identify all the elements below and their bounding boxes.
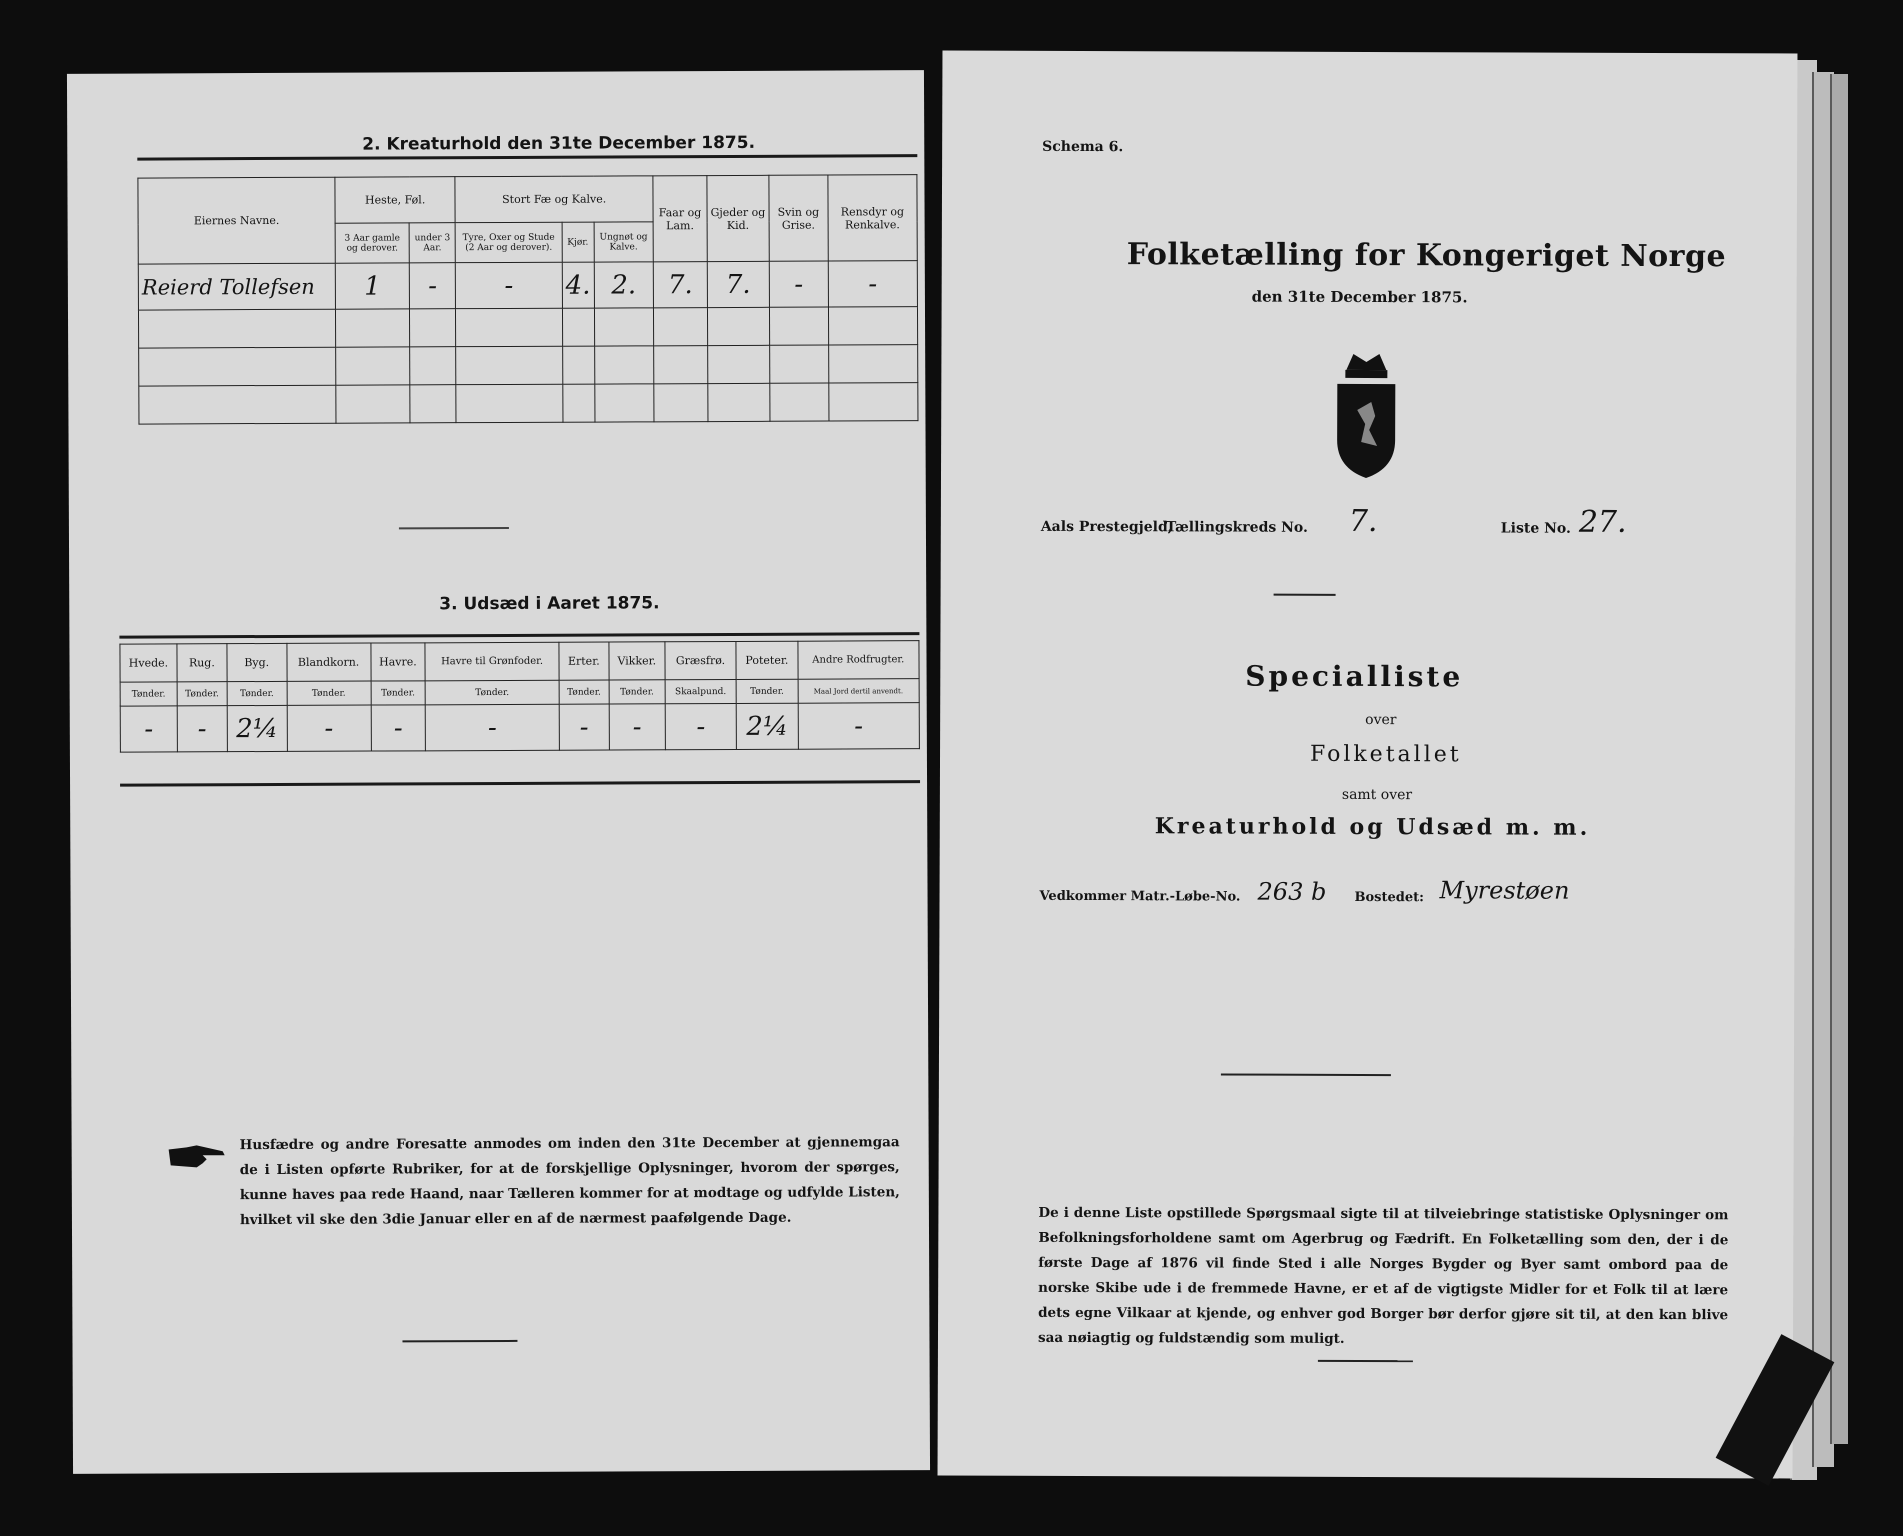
schema-label: Schema 6. — [1042, 138, 1124, 156]
col-horses: Heste, Føl. — [335, 177, 455, 224]
section2-title: 2. Kreaturhold den 31te December 1875. — [362, 132, 756, 155]
page-subtitle: den 31te December 1875. — [1251, 287, 1468, 307]
seed-unit: Maal Jord dertil anvendt. — [798, 679, 920, 704]
seed-value: 2¼ — [227, 705, 287, 751]
seed-col-1: Hvede. — [120, 644, 177, 682]
seed-col-3: Byg. — [227, 643, 287, 681]
seed-unit: Tønder. — [287, 681, 371, 705]
page-stack-edge — [1830, 74, 1848, 1444]
seed-col-7: Erter. — [559, 642, 609, 680]
seed-col-11: Andre Rodfrugter. — [797, 641, 919, 680]
page-title: Folketælling for Kongeriget Norge — [1126, 237, 1727, 275]
col-sheep: Faar og Lam. — [653, 176, 707, 262]
seed-table — [119, 640, 919, 752]
seed-unit: Tønder. — [609, 680, 665, 704]
prestegjeld-label: Aals Prestegjeld, — [1040, 518, 1173, 536]
bosted-label: Bostedet: — [1354, 889, 1424, 906]
col-cattle-c: Ungnøt og Kalve. — [594, 222, 654, 262]
samt-over-text: samt over — [1341, 786, 1413, 804]
specialliste-heading: Specialliste — [1245, 659, 1464, 694]
seed-value: - — [665, 703, 737, 749]
seed-row — [120, 703, 919, 752]
col-owner: Eiernes Navne. — [138, 177, 335, 264]
seed-unit: Tønder. — [371, 681, 426, 705]
seed-col-2: Rug. — [177, 644, 227, 682]
value-goats: 7. — [707, 261, 769, 307]
owner-name: Reierd Tollefsen — [138, 263, 335, 310]
coat-of-arms-icon — [1331, 350, 1401, 480]
right-page — [938, 51, 1798, 1479]
section3-title: 3. Udsæd i Aaret 1875. — [439, 593, 660, 615]
matr-value: 263 b — [1257, 877, 1327, 906]
seed-unit: Tønder. — [736, 679, 797, 703]
seed-value: - — [120, 706, 177, 752]
rule — [137, 154, 917, 160]
livestock-table — [137, 174, 918, 424]
seed-value: - — [425, 704, 559, 751]
value-cattle-b: 4. — [562, 262, 594, 308]
seed-unit: Skaalpund. — [665, 679, 736, 703]
divider — [1274, 594, 1336, 596]
rule — [120, 780, 920, 786]
col-cattle-a: Tyre, Oxer og Stude (2 Aar og derover). — [455, 222, 562, 262]
col-horses-a: 3 Aar gamle og derover. — [335, 223, 409, 263]
seed-col-8: Vikker. — [609, 642, 665, 680]
seed-col-5: Havre. — [370, 643, 425, 681]
left-notice: Husfædre og andre Foresatte anmodes om inden den 31te December at gjennemgaa de i Listen opførte Rubriker, for at de forskjellige Oplysninger, hvorom der spørges, kunne haves paa rede Haand, naar Tælleren kommer for at modtage og udfylde Listen, hvilket vil ske den 3die Januar eller en af de nærmest paafølgende Dage. — [239, 1134, 900, 1229]
divider — [1221, 1073, 1391, 1076]
col-reindeer: Rensdyr og Renkalve. — [828, 175, 918, 261]
pointing-hand-icon — [167, 1143, 227, 1169]
rule — [119, 632, 919, 638]
seed-value: - — [287, 705, 371, 751]
col-cattle-b: Kjør. — [562, 222, 594, 262]
value-pigs: - — [769, 261, 828, 307]
seed-col-10: Poteter. — [736, 641, 797, 679]
left-page — [67, 70, 930, 1474]
seed-value: - — [798, 703, 920, 750]
col-pigs: Svin og Grise. — [769, 175, 828, 261]
value-sheep: 7. — [653, 262, 707, 308]
seed-unit: Tønder. — [227, 681, 287, 705]
folketallet-heading: Folketallet — [1309, 741, 1462, 768]
seed-col-6: Havre til Grønfoder. — [425, 642, 559, 681]
seed-value: - — [609, 704, 665, 750]
value-reindeer: - — [828, 261, 918, 307]
seed-unit: Tønder. — [120, 682, 177, 706]
value-horses-a: 1 — [335, 263, 409, 309]
value-horses-b: - — [409, 263, 455, 309]
seed-unit: Tønder. — [177, 682, 227, 706]
seed-value: 2¼ — [736, 703, 798, 749]
seed-unit: Tønder. — [425, 680, 559, 705]
seed-value: - — [371, 705, 426, 751]
over-text: over — [1365, 711, 1397, 729]
liste-label: Liste No. — [1500, 520, 1571, 537]
value-cattle-c: 2. — [594, 262, 654, 308]
liste-value: 27. — [1578, 504, 1627, 540]
bosted-value: Myrestøen — [1439, 876, 1570, 905]
seed-col-9: Græsfrø. — [665, 641, 737, 679]
seed-col-4: Blandkorn. — [287, 643, 371, 681]
col-goats: Gjeder og Kid. — [707, 175, 770, 261]
livestock-row — [138, 261, 917, 310]
seed-value: - — [559, 704, 609, 750]
col-horses-b: under 3 Aar. — [409, 223, 455, 263]
right-notice: De i denne Liste opstillede Spørgsmaal sigte til at tilveiebringe statistiske Oplysninger om Befolkningsforholdene samt om Agerbrug og Fædrift. En Folketælling som den, der i de første Dage af 1876 vil finde Sted i alle Norges Bygder og Byer samt ombord paa de norske Skibe ude i de fremmede Havne, er et af de vigtigste Midler for et Folk til at lære dets egne Vilkaar at kjende, og enhver god Borger bør derfor gjøre sit til, at den kan blive saa nøiagtig og fuldstændig som muligt. — [1037, 1204, 1729, 1347]
value-cattle-a: - — [456, 262, 563, 308]
divider — [1318, 1360, 1413, 1362]
divider — [402, 1340, 517, 1343]
col-cattle: Stort Fæ og Kalve. — [455, 176, 653, 223]
krets-label: Tællingskreds No. — [1165, 519, 1308, 536]
seed-value: - — [177, 706, 227, 752]
seed-unit: Tønder. — [559, 680, 609, 704]
matr-label: Vedkommer Matr.-Løbe-No. — [1039, 888, 1241, 905]
kreaturhold-heading: Kreaturhold og Udsæd m. m. — [1154, 813, 1591, 841]
divider — [399, 527, 509, 529]
krets-value: 7. — [1348, 503, 1378, 540]
